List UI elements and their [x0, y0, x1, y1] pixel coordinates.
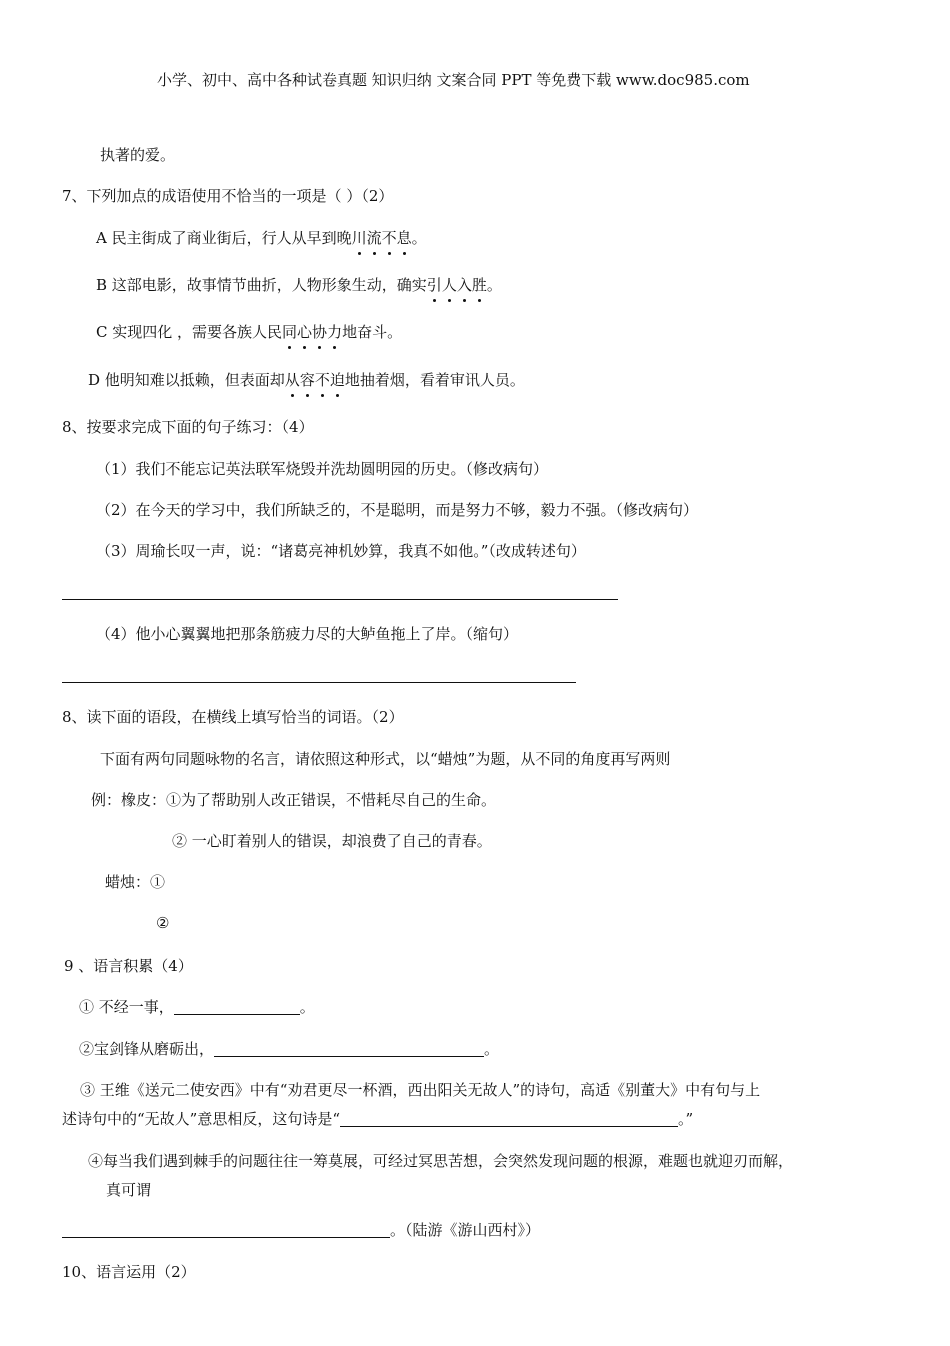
example-line-2: ② 一心盯着别人的错误，却浪费了自己的青春。	[172, 832, 492, 850]
question-8-item-1: （1）我们不能忘记英法联军烧毁并洗劫圆明园的历史。（修改病句）	[96, 460, 549, 478]
question-9-item-1	[79, 997, 315, 1017]
dotted-char: 容	[299, 371, 315, 389]
dotted-char: 协	[312, 323, 328, 341]
question-8-item-4: （4）他小心翼翼地把那条筋疲力尽的大鲈鱼拖上了岸。（缩句）	[96, 625, 519, 643]
question-9-title: 9 、语言积累（4）	[64, 957, 193, 975]
dotted-char: 引	[426, 276, 442, 294]
dotted-char: 胜	[471, 276, 487, 294]
question-9-item-4a: ④每当我们遇到棘手的问题往往一筹莫展，可经过冥思苦想，会突然发现问题的根源，难题也就迎刃而解，	[88, 1152, 794, 1170]
item-1-text: ① 不经一事，	[79, 998, 174, 1016]
page-header: 小学、初中、高中各种试卷真题 知识归纳 文案合同 PPT 等免费下载 www.doc985.com	[157, 71, 750, 89]
dotted-char: 不	[314, 371, 330, 389]
dotted-char: 人	[441, 276, 457, 294]
question-9-item-4b: 真可谓	[106, 1181, 152, 1199]
candle-answer-1: 蜡烛：①	[105, 873, 166, 891]
question-8b-title: 8、读下面的语段，在横线上填写恰当的词语。（2）	[62, 708, 404, 726]
item-1-end: 。	[299, 998, 315, 1016]
dotted-char: 川	[351, 229, 367, 247]
dotted-char: 息	[396, 229, 412, 247]
item-4-source: 。（陆游《游山西村》）	[390, 1221, 541, 1239]
dotted-char: 心	[297, 323, 313, 341]
dotted-char: 迫	[329, 371, 345, 389]
answer-line[interactable]	[62, 682, 576, 683]
fill-blank[interactable]	[340, 1110, 678, 1127]
question-8-title: 8、按要求完成下面的句子练习：（4）	[62, 418, 314, 436]
example-line-1: 例：橡皮：①为了帮助别人改正错误，不惜耗尽自己的生命。	[91, 791, 497, 809]
dotted-char: 从	[284, 371, 300, 389]
fill-blank[interactable]	[174, 998, 300, 1015]
continued-text: 执著的爱。	[100, 146, 176, 164]
question-7-option-c	[96, 322, 402, 342]
question-7-option-d	[88, 370, 525, 390]
question-7-option-a	[96, 228, 427, 248]
question-8-item-3: （3）周瑜长叹一声，说：“诸葛亮神机妙算，我真不如他。”（改成转述句）	[96, 542, 586, 560]
dotted-char: 入	[456, 276, 472, 294]
question-7-option-b	[96, 275, 502, 295]
option-c-text: C 实现四化 ，需要各族人民	[96, 323, 283, 341]
fill-blank[interactable]	[214, 1040, 484, 1057]
option-d-text: D 他明知难以抵赖，但表面却	[88, 371, 285, 389]
option-b-end: 。	[486, 276, 502, 294]
question-8-item-2: （2）在今天的学习中，我们所缺乏的，不是聪明，而是努力不够，毅力不强。（修改病句）	[96, 501, 699, 519]
fill-blank[interactable]	[62, 1221, 390, 1238]
question-9-item-3b	[62, 1109, 693, 1129]
dotted-char: 力	[327, 323, 343, 341]
dotted-char: 同	[282, 323, 298, 341]
candle-answer-2: ②	[156, 914, 170, 932]
dotted-char: 不	[381, 229, 397, 247]
option-a-end: 。	[411, 229, 427, 247]
question-9-item-2	[79, 1039, 499, 1059]
question-10-title: 10、语言运用（2）	[62, 1263, 196, 1281]
question-7-title: 7、下列加点的成语使用不恰当的一项是（ ）（2）	[62, 187, 394, 205]
option-b-text: B 这部电影，故事情节曲折，人物形象生动，确实	[96, 276, 427, 294]
question-9-item-3a: ③ 王维《送元二使安西》中有“劝君更尽一杯酒，西出阳关无故人”的诗句，高适《别董大》中有句与上	[80, 1081, 761, 1099]
question-9-item-4c	[62, 1220, 540, 1240]
item-2-end: 。	[484, 1040, 500, 1058]
item-3-text: 述诗句中的“无故人”意思相反，这句诗是“	[62, 1110, 341, 1128]
question-8b-intro: 下面有两句同题咏物的名言，请依照这种形式，以“蜡烛”为题，从不同的角度再写两则	[100, 750, 671, 768]
option-d-end: 地抽着烟，看着审讯人员。	[344, 371, 525, 389]
item-3-end: 。”	[678, 1110, 694, 1128]
answer-line[interactable]	[62, 599, 618, 600]
dotted-char: 流	[366, 229, 382, 247]
option-a-text: A 民主街成了商业街后，行人从早到晚	[96, 229, 352, 247]
item-2-text: ②宝剑锋从磨砺出，	[79, 1040, 215, 1058]
option-c-end: 地奋斗。	[342, 323, 403, 341]
